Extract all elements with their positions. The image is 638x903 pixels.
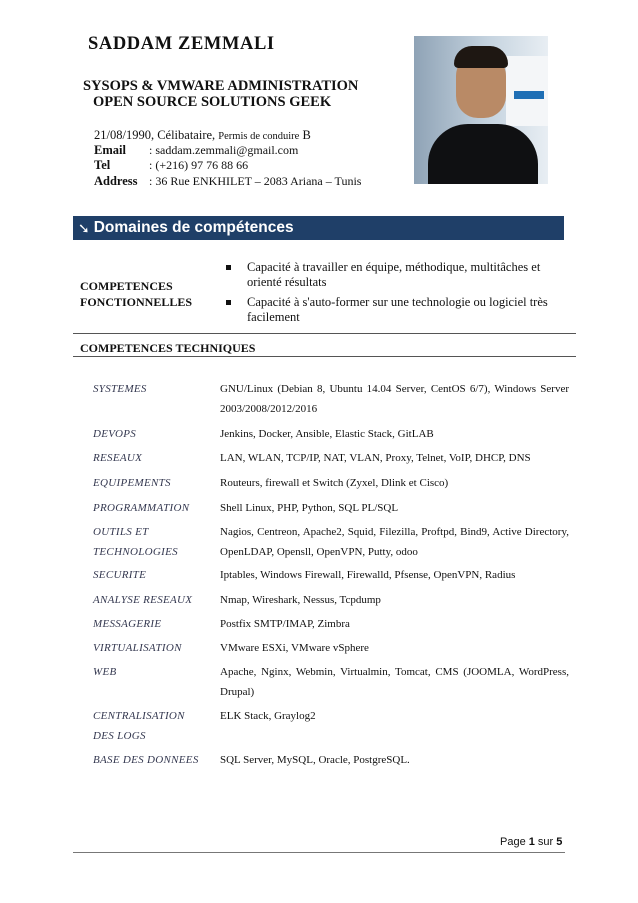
address-value: : 36 Rue ENKHILET – 2083 Ariana – Tunis [149, 174, 362, 188]
tech-value-messagerie: Postfix SMTP/IMAP, Zimbra [220, 618, 350, 630]
tech-label-equipements: EQUIPEMENTS [93, 477, 171, 489]
tech-value-securite: Iptables, Windows Firewall, Firewalld, Pfsense, OpenVPN, Radius [220, 569, 516, 581]
functional-label-line2: FONCTIONNELLES [80, 295, 193, 309]
functional-skill-item [212, 295, 567, 325]
tech-label-programmation: PROGRAMMATION [93, 502, 190, 514]
address-row [94, 174, 361, 189]
tech-label-base-donnees: BASE DES DONNEES [93, 754, 199, 766]
job-title-line1: SYSOPS & VMWARE ADMINISTRATION [83, 78, 359, 94]
functional-label-line1: COMPETENCES [80, 279, 173, 293]
profile-photo [414, 36, 548, 184]
tech-label-centralisation: CENTRALISATION DES LOGS [93, 710, 185, 742]
email-label: Email [94, 143, 126, 157]
square-bullet-icon [226, 265, 231, 270]
email-row [94, 143, 298, 158]
tel-row [94, 158, 248, 173]
personal-info-line [94, 128, 311, 143]
section-header-competences [73, 216, 564, 240]
current-page: 1 [528, 836, 535, 848]
tech-label-systemes: SYSTEMES [93, 383, 147, 395]
square-bullet-icon [226, 300, 231, 305]
total-pages: 5 [556, 836, 563, 848]
tech-label-securite: SECURITE [93, 569, 147, 581]
email-value[interactable]: : saddam.zemmali@gmail.com [149, 143, 299, 157]
tech-value-analyse-reseaux: Nmap, Wireshark, Nessus, Tcpdump [220, 594, 381, 606]
arrow-down-right-icon: ➘ [78, 219, 90, 236]
tech-value-base-donnees: SQL Server, MySQL, Oracle, PostgreSQL. [220, 754, 410, 766]
tech-value-virtualisation: VMware ESXi, VMware vSphere [220, 642, 369, 654]
tech-value-web: Apache, Nginx, Webmin, Virtualmin, Tomcat, CMS (JOOMLA, WordPress, Drupal) [220, 666, 569, 698]
birth-status: 21/08/1990, Célibataire, [94, 128, 219, 142]
license-value: B [299, 128, 311, 142]
tech-label-outils: OUTILS ET TECHNOLOGIES [93, 526, 178, 558]
tech-value-reseaux: LAN, WLAN, TCP/IP, NAT, VLAN, Proxy, Telnet, VoIP, DHCP, DNS [220, 452, 531, 464]
tech-value-devops: Jenkins, Docker, Ansible, Elastic Stack, GitLAB [220, 428, 434, 440]
candidate-name: SADDAM ZEMMALI [88, 34, 275, 54]
divider [73, 333, 576, 334]
technical-skills-header: COMPETENCES TECHNIQUES [80, 341, 256, 355]
tel-label: Tel [94, 158, 111, 172]
page-prefix: Page [500, 836, 529, 848]
functional-skill-text: Capacité à travailler en équipe, méthodique, multitâches et orienté résultats [247, 260, 541, 289]
page-number [500, 836, 562, 848]
tech-value-systemes: GNU/Linux (Debian 8, Ubuntu 14.04 Server, CentOS 6/7), Windows Server 2003/2008/2012/2016 [220, 383, 569, 415]
tech-label-devops: DEVOPS [93, 428, 137, 440]
footer-divider [73, 852, 565, 853]
functional-skill-text: Capacité à s'auto-former sur une technologie ou logiciel très facilement [247, 295, 548, 324]
tech-label-messagerie: MESSAGERIE [93, 618, 162, 630]
tech-label-web: WEB [93, 666, 117, 678]
tech-value-programmation: Shell Linux, PHP, Python, SQL PL/SQL [220, 502, 399, 514]
tech-label-reseaux: RESEAUX [93, 452, 143, 464]
functional-skill-item [212, 260, 567, 290]
tech-label-virtualisation: VIRTUALISATION [93, 642, 182, 654]
tech-value-equipements: Routeurs, firewall et Switch (Zyxel, Dlink et Cisco) [220, 477, 449, 489]
tech-label-analyse-reseaux: ANALYSE RESEAUX [93, 594, 193, 606]
job-title-line2: OPEN SOURCE SOLUTIONS GEEK [93, 94, 332, 110]
address-label: Address [94, 174, 138, 188]
tech-value-centralisation: ELK Stack, Graylog2 [220, 710, 316, 722]
functional-skills-label [80, 278, 192, 310]
license-label: Permis de conduire [218, 131, 300, 142]
page-mid: sur [534, 836, 557, 848]
section-title: Domaines de compétences [93, 219, 294, 236]
divider [73, 356, 576, 357]
tech-value-outils: Nagios, Centreon, Apache2, Squid, Filezilla, Proftpd, Bind9, Active Directory, OpenLDAP, Opensll, OpenVPN, Putty, odoo [220, 526, 569, 558]
tel-value: : (+216) 97 76 88 66 [149, 158, 249, 172]
